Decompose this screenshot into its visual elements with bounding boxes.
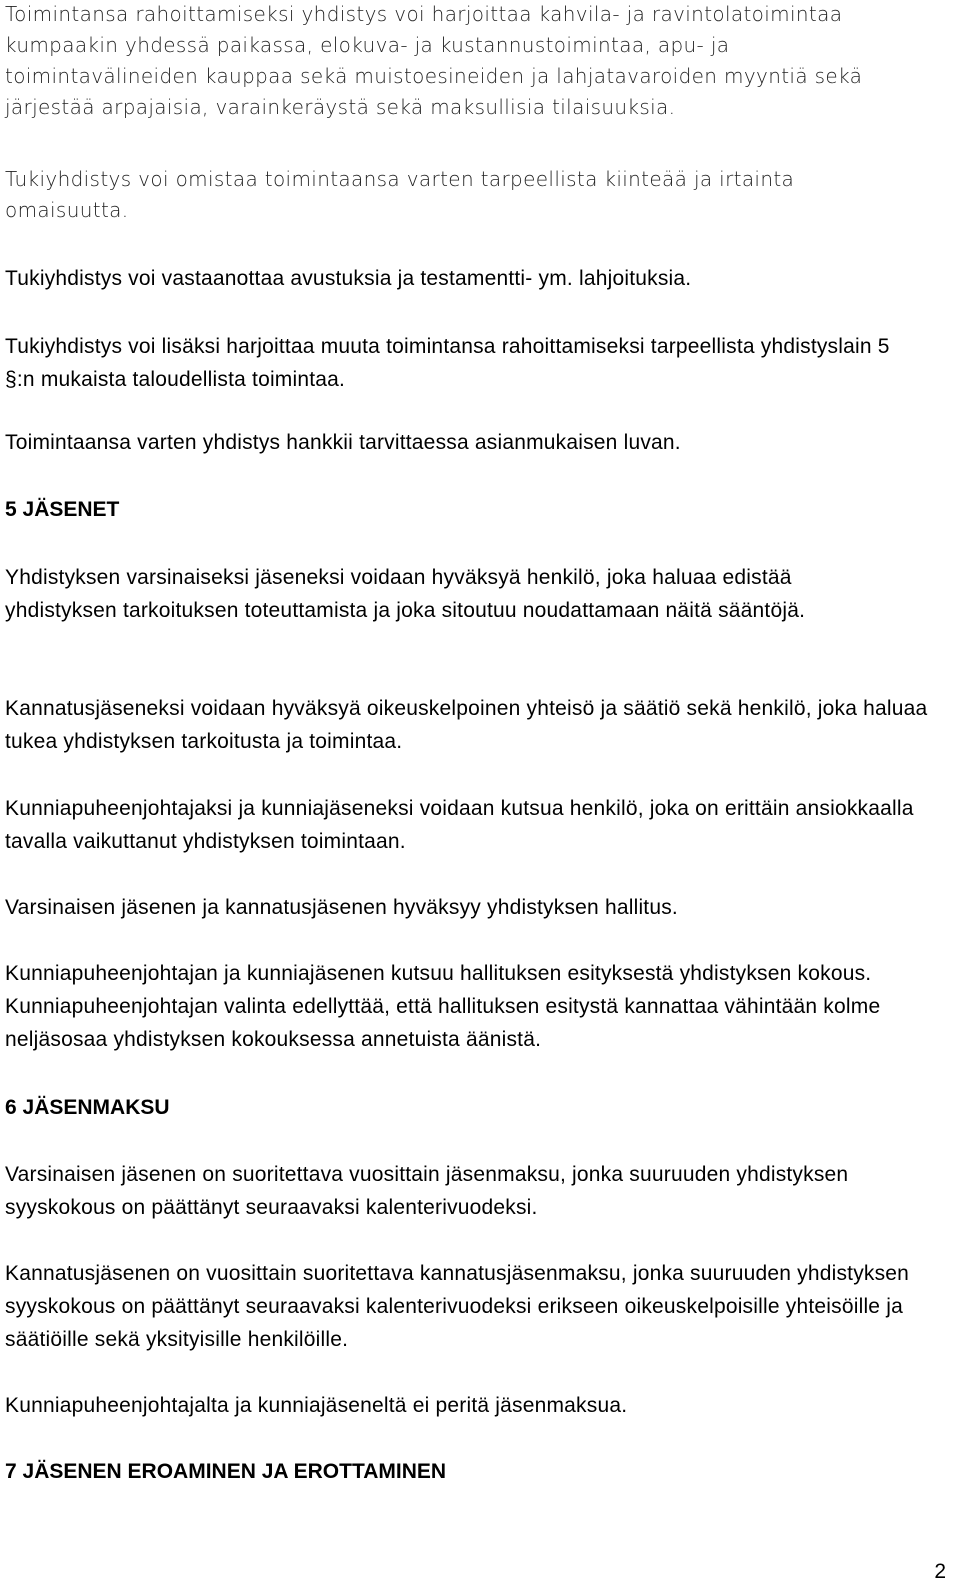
- section-6-heading: 6 JÄSENMAKSU: [5, 1096, 170, 1119]
- section-5-paragraph: Kunniapuheenjohtajan ja kunniajäsenen kutsuu hallituksen esityksestä yhdistyksen kokous. Kunniapuheenjohtajan valinta edellyttää, että hallituksen esitystä kannattaa vähintään kolme neljäsosaa yhdistyksen kokouksessa annetuista äänistä.: [5, 962, 881, 1051]
- section-5-paragraph: Kunniapuheenjohtajaksi ja kunniajäseneksi voidaan kutsua henkilö, joka on erittäin ansiokkaalla tavalla vaikuttanut yhdistyksen toimintaan.: [5, 797, 914, 853]
- section-5-paragraph: Varsinaisen jäsenen ja kannatusjäsenen hyväksyy yhdistyksen hallitus.: [5, 896, 678, 919]
- section-6-paragraph: Kunniapuheenjohtajalta ja kunniajäseneltä ei peritä jäsenmaksua.: [5, 1394, 628, 1417]
- intro-paragraph: Toimintansa rahoittamiseksi yhdistys voi harjoittaa kahvila- ja ravintolatoimintaa kumpaakin yhdessä paikassa, elokuva- ja kustannustoimintaa, apu- ja toimintavälineiden kauppaa sekä muistoesineiden ja lahjatavaroiden myyntiä sekä järjestää arpajaisia, varainkeräystä sekä maksullisia tilaisuuksia.: [5, 2, 863, 119]
- section-6-paragraph: Kannatusjäsenen on vuosittain suoritettava kannatusjäsenmaksu, jonka suuruuden yhdistyksen syyskokous on päättänyt seuraavaksi kalenterivuodeksi erikseen oikeuskelpoisille yhteisöille ja säätiöille sekä yksityisille henkilöille.: [5, 1262, 910, 1351]
- section-5-paragraph: Kannatusjäseneksi voidaan hyväksyä oikeuskelpoinen yhteisö ja säätiö sekä henkilö, joka haluaa tukea yhdistyksen tarkoitusta ja toimintaa.: [5, 697, 928, 753]
- section-6-paragraph: Varsinaisen jäsenen on suoritettava vuosittain jäsenmaksu, jonka suuruuden yhdistyksen syyskokous on päättänyt seuraavaksi kalenterivuodeksi.: [5, 1163, 849, 1219]
- section-5-heading: 5 JÄSENET: [5, 498, 120, 521]
- property-paragraph: Tukiyhdistys voi omistaa toimintaansa varten tarpeellista kiinteää ja irtainta omaisuutta.: [5, 167, 795, 222]
- donations-paragraph: Tukiyhdistys voi vastaanottaa avustuksia ja testamentti- ym. lahjoituksia.: [5, 267, 692, 290]
- section-5-paragraph: Yhdistyksen varsinaiseksi jäseneksi voidaan hyväksyä henkilö, joka haluaa edistää yhdistyksen tarkoituksen toteuttamista ja joka sitoutuu noudattamaan näitä sääntöjä.: [5, 566, 806, 622]
- other-activity-paragraph: Tukiyhdistys voi lisäksi harjoittaa muuta toimintansa rahoittamiseksi tarpeellista yhdistyslain 5 §:n mukaista taloudellista toimintaa.: [5, 335, 890, 391]
- page-number: 2: [934, 1560, 946, 1583]
- section-7-heading: 7 JÄSENEN EROAMINEN JA EROTTAMINEN: [5, 1460, 447, 1483]
- permit-paragraph: Toimintaansa varten yhdistys hankkii tarvittaessa asianmukaisen luvan.: [5, 431, 681, 454]
